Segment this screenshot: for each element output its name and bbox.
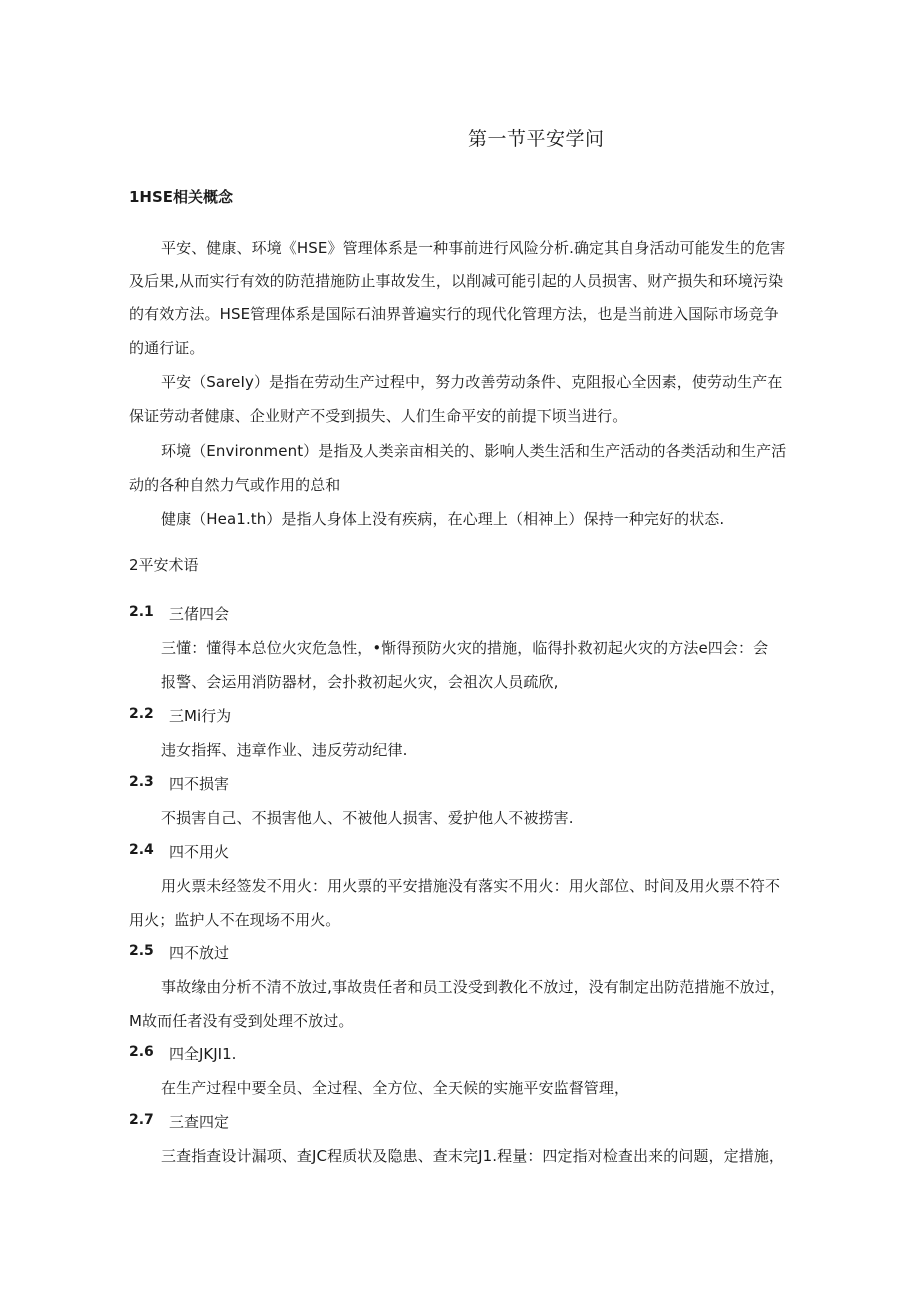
item-text-line: M故而任者没有受到处理不放过。	[129, 1012, 354, 1030]
item-number: 2.2	[129, 706, 154, 722]
paragraph-line: 平安、健康、环境《HSE》管理体系是一种事前进行风险分析.确定其自身活动可能发生的危害	[161, 239, 786, 257]
item-text-line: 用火票未经签发不用火：用火票的平安措施没有落实不用火：用火部位、时间及用火票不符不	[161, 877, 781, 895]
item-number: 2.5	[129, 943, 154, 959]
item-text-line: 三查指查设计漏项、查JC程质状及隐患、查末完J1.程量：四定指对检查出来的问题，定措施，	[161, 1147, 785, 1165]
paragraph-line: 的通行证。	[129, 339, 205, 357]
item-number: 2.3	[129, 774, 154, 790]
item-number: 2.4	[129, 842, 154, 858]
item-text-line: 用火；监护人不在现场不用火。	[129, 911, 341, 929]
item-number: 2.1	[129, 604, 154, 620]
paragraph-line: 健康（Hea1.th）是指人身体上没有疾病，在心理上（相神上）保持一种完好的状态.	[161, 510, 725, 528]
item-title: 三查四定	[169, 1113, 230, 1131]
item-title: 三偖四会	[169, 605, 230, 623]
item-title: 三Mi行为	[169, 707, 232, 725]
item-number: 2.6	[129, 1044, 154, 1060]
item-text-line: 在生产过程中要全员、全过程、全方位、全天候的实施平安监督管理，	[161, 1079, 630, 1097]
item-text-line: 事故缘由分析不清不放过,事故贵任者和员工没受到教化不放过，没有制定出防范措施不放过，	[161, 978, 785, 996]
paragraph-line: 保证劳动者健康、企业财产不受到损失、人们生命平安的前提下顷当进行。	[129, 407, 628, 425]
item-text-line: 报警、会运用消防器材，会扑救初起火灾，会祖次人员疏欣,	[161, 673, 559, 691]
section-heading-terms: 2平安术语	[129, 556, 199, 574]
section-heading-hse: 1HSE相关概念	[129, 188, 234, 206]
paragraph-line: 的有效方法。HSE管理体系是国际石油界普遍实行的现代化管理方法，也是当前进入国际市场竞争	[129, 305, 779, 323]
paragraph-line: 平安（SareIy）是指在劳动生产过程中，努力改善劳动条件、克阻报心全因素，使劳动生产在	[161, 373, 783, 391]
item-text-line: 违女指挥、违章作业、违反劳动纪律.	[161, 741, 408, 759]
item-title: 四不用火	[169, 843, 230, 861]
item-title: 四全JKJI1.	[169, 1045, 237, 1063]
item-number: 2.7	[129, 1112, 154, 1128]
item-title: 四不损害	[169, 775, 230, 793]
page-title: 第一节平安学问	[468, 128, 605, 150]
paragraph-line: 动的各种自然力气或作用的总和	[129, 476, 341, 494]
paragraph-line: 及后果,从而实行有效的防范措施防止事故发生，以削减可能引起的人员损害、财产损失和环境污染	[129, 272, 784, 290]
item-text-line: 三懂：懂得本总位火灾危急性，•惭得预防火灾的措施，临得扑救初起火灾的方法e四会：会	[161, 639, 769, 657]
item-title: 四不放过	[169, 944, 230, 962]
item-text-line: 不损害自己、不损害他人、不被他人损害、爱护他人不被捞害.	[161, 809, 574, 827]
paragraph-line: 环境（Environment）是指及人类亲亩相关的、影响人类生活和生产活动的各类活动和生产活	[161, 442, 787, 460]
